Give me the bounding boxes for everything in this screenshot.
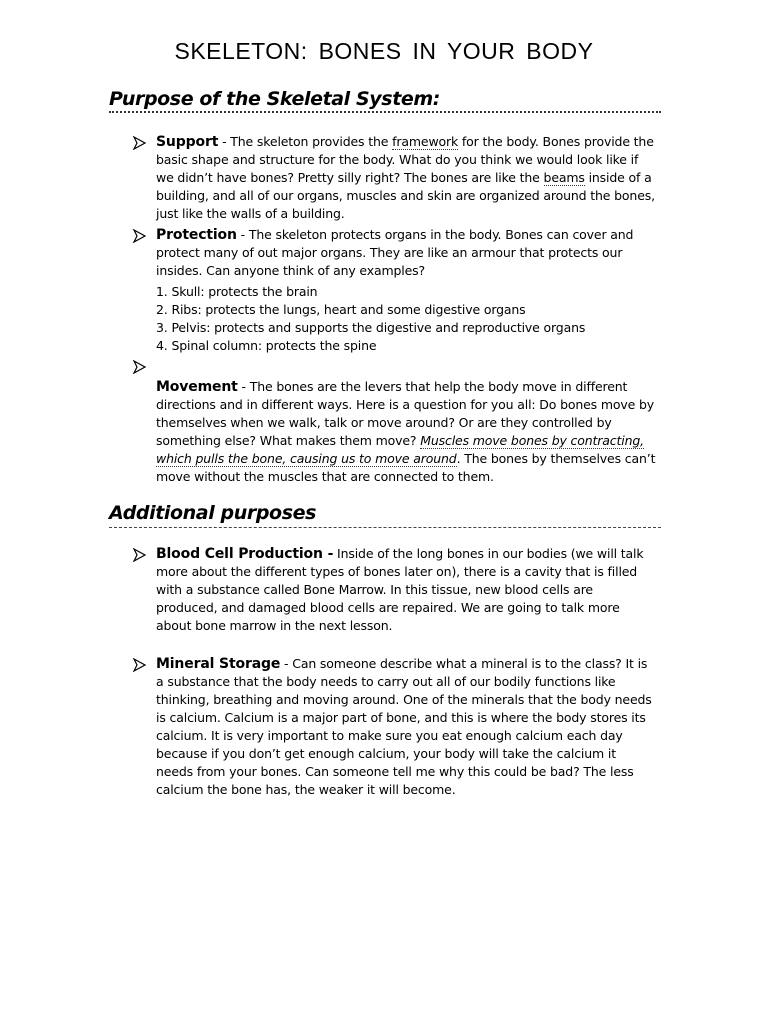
blood-text: Inside of the long bones in our bodies (we will talk more about the different types of bones later on), there is a cavity that is filled with a substance called Bone Marrow. In this tissue, new blood cells are produced, and damaged blood cells are repaired. We are going to talk more about bone marrow in the next lesson.	[156, 546, 644, 633]
section-divider	[109, 527, 661, 528]
list-item-blood-cell-production	[156, 545, 656, 635]
list-item-protection	[156, 226, 656, 280]
section-divider	[109, 111, 661, 113]
page-title: SKELETON: BONES IN YOUR BODY	[174, 38, 594, 64]
term-blood-cell-production: Blood Cell Production -	[156, 546, 334, 562]
movement-text: - The bones are the levers that help the body move in different directions and in different ways. Here is a question for you all: Do bones move by themselves when we walk, talk or move around? Or are they controlled by something else? What makes them move?	[156, 379, 655, 448]
support-text: inside of a building, and all of our organs, muscles and skin are organized around the bones, just like the walls of a building.	[156, 170, 655, 221]
mineral-text: - Can someone describe what a mineral is to the class? It is a substance that the body needs to carry out all of our bodily functions like thinking, breathing and moving around. One of the minerals that the body needs is calcium. Calcium is a major part of bone, and this is where the body stores its calcium. It is very important to make sure you eat enough calcium each day because if you don’t get enough calcium, your body will take the calcium it needs from your bones. Can someone tell me why this could be bad? The less calcium the bone has, the weaker it will become.	[156, 656, 652, 797]
word-framework: framework	[392, 134, 459, 149]
arrow-bullet-icon	[132, 658, 148, 672]
list-item: 3. Pelvis: protects and supports the digestive and reproductive organs	[156, 320, 586, 335]
protection-examples-list	[156, 283, 656, 355]
term-protection: Protection	[156, 227, 237, 243]
list-item: 1. Skull: protects the brain	[156, 284, 318, 299]
list-item-movement	[156, 378, 656, 486]
section-heading-additional: Additional purposes	[109, 502, 317, 524]
term-support: Support	[156, 134, 219, 150]
word-beams: beams	[543, 170, 585, 185]
list-item: 4. Spinal column: protects the spine	[156, 338, 377, 353]
movement-emphasis: Muscles move bones by contracting, which pulls the bone, causing us to move around	[156, 433, 644, 466]
list-item: 2. Ribs: protects the lungs, heart and some digestive organs	[156, 302, 526, 317]
term-mineral-storage: Mineral Storage	[156, 656, 281, 672]
arrow-bullet-icon	[132, 229, 148, 243]
support-text: for the body. Bones provide the basic shape and structure for the body. What do you think we would look like if we didn’t have bones? Pretty silly right? The bones are like the	[156, 134, 654, 185]
arrow-bullet-icon	[132, 136, 148, 150]
list-item-mineral-storage	[156, 655, 656, 799]
section-heading-purpose: Purpose of the Skeletal System:	[109, 88, 440, 110]
movement-text: . The bones by themselves can’t move without the muscles that are connected to them.	[156, 451, 656, 484]
arrow-bullet-icon	[132, 360, 148, 374]
term-movement: Movement	[156, 379, 238, 395]
arrow-bullet-icon	[132, 548, 148, 562]
protection-text: - The skeleton protects organs in the body. Bones can cover and protect many of out major organs. They are like an armour that protects our insides. Can anyone think of any examples?	[156, 227, 634, 278]
list-item-support	[156, 133, 656, 223]
support-text: - The skeleton provides the	[218, 134, 393, 149]
